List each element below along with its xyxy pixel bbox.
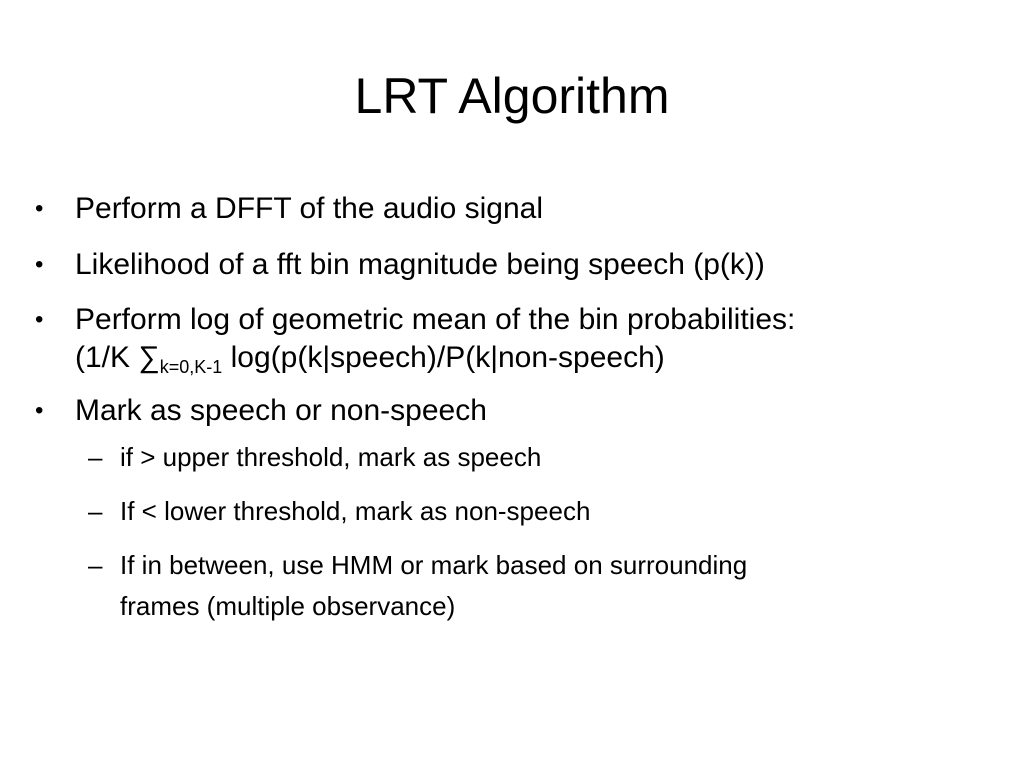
bullet-icon: •	[35, 397, 44, 424]
bullet-item	[32, 301, 992, 377]
formula-suffix: log(p(k|speech)/P(k|non-speech)	[222, 341, 665, 374]
sub-bullet-text: if > upper threshold, mark as speech	[120, 442, 542, 472]
sub-bullet-item	[32, 544, 992, 626]
sub-bullet-text: If < lower threshold, mark as non-speech	[120, 496, 591, 526]
bullet-text: Perform a DFFT of the audio signal	[75, 192, 543, 225]
bullet-item	[32, 392, 992, 430]
bullet-list	[32, 190, 992, 638]
sub-bullet-text: If in between, use HMM or mark based on surrounding	[120, 550, 748, 580]
slide-title: LRT Algorithm	[354, 68, 670, 124]
bullet-text: Mark as speech or non-speech	[75, 394, 487, 427]
formula-subscript: k=0,K-1	[159, 357, 223, 377]
bullet-text: Likelihood of a fft bin magnitude being speech (p(k))	[75, 248, 765, 281]
bullet-item	[32, 190, 992, 228]
dash-icon: –	[88, 442, 103, 472]
sub-bullet-item	[32, 436, 992, 478]
dash-icon: –	[88, 550, 103, 580]
bullet-item	[32, 246, 992, 284]
bullet-icon: •	[35, 251, 44, 278]
sub-bullet-item	[32, 490, 992, 532]
bullet-icon: •	[35, 306, 44, 333]
formula-text	[75, 341, 665, 377]
bullet-text: Perform log of geometric mean of the bin probabilities:	[75, 303, 796, 336]
sub-bullet-text-continued: frames (multiple observance)	[120, 591, 456, 621]
bullet-icon: •	[35, 195, 44, 222]
formula-prefix: (1/K ∑	[75, 341, 160, 374]
dash-icon: –	[88, 496, 103, 526]
